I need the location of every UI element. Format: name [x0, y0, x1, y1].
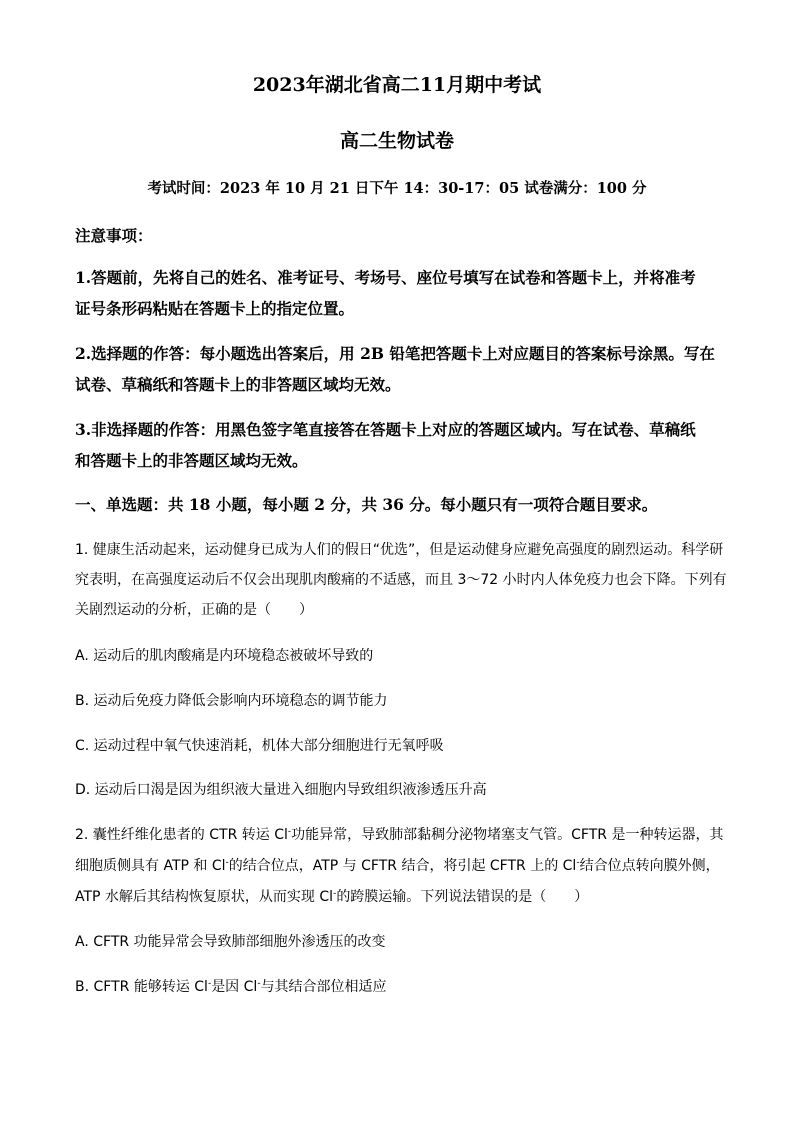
question-2-option-b — [75, 976, 387, 996]
question-1-line-3: 关剧烈运动的分析，正确的是（ ） — [75, 602, 313, 618]
question-2-line-1-part-a: 2. 囊性纤维化患者的 CTR 转运 Cl — [75, 827, 288, 843]
exam-subtitle: 高二生物试卷 — [339, 130, 454, 152]
chloride-charge: - — [225, 857, 229, 868]
chloride-charge: - — [207, 978, 212, 989]
question-2-line-3-part-c: 的跨膜运输。下列说法错误的是（ ） — [336, 889, 589, 905]
question-2-line-2-part-c: 的结合位点，ATP 与 CFTR 结合，将引起 CFTR 上的 Cl — [228, 858, 577, 874]
question-2-option-b-part-3: 是因 Cl — [211, 979, 258, 995]
notice-item-3-line-2: 和答题卡上的非答题区域均无效。 — [75, 451, 308, 470]
notice-item-2-line-2: 试卷、草稿纸和答题卡上的非答题区域均无效。 — [75, 375, 401, 394]
notice-item-1-line-2: 证号条形码粘贴在答题卡上的指定位置。 — [75, 299, 355, 318]
notice-item-1-line-1: 1.答题前，先将自己的姓名、准考证号、考场号、座位号填写在试卷和答题卡上，并将准考 — [75, 268, 696, 287]
notice-item-3-line-1: 3.非选择题的作答：用黑色签字笔直接答在答题卡上对应的答题区域内。写在试卷、草稿纸 — [75, 420, 696, 439]
notice-heading: 注意事项： — [75, 226, 153, 245]
chloride-charge: - — [287, 826, 292, 837]
question-2-line-3-part-a: ATP 水解后其结构恢复原状，从而实现 Cl — [75, 889, 334, 905]
chloride-charge: - — [257, 978, 261, 989]
question-1-option-c: C. 运动过程中氧气快速消耗，机体大部分细胞进行无氧呼吸 — [75, 738, 444, 754]
notice-item-2-line-1: 2.选择题的作答：每小题选出答案后，用 2B 铅笔把答题卡上对应题目的答案标号涂黑。写在 — [75, 344, 715, 363]
question-1-option-a: A. 运动后的肌肉酸痛是内环境稳态被破坏导致的 — [75, 648, 374, 664]
question-2-line-2 — [75, 855, 720, 875]
chloride-charge: - — [576, 857, 580, 868]
exam-title: 2023年湖北省高二11月期中考试 — [252, 74, 542, 96]
question-1-option-d: D. 运动后口渴是因为组织液大量进入细胞内导致组织液渗透压升高 — [75, 782, 487, 798]
question-1-line-1: 1. 健康生活动起来，运动健身已成为人们的假日“优选”，但是运动健身应避免高强度的剧烈运动。科学研 — [75, 542, 724, 558]
question-2-line-2-part-e: 结合位点转向膜外侧， — [579, 858, 720, 874]
section-heading: 一、单选题：共 18 小题，每小题 2 分，共 36 分。每小题只有一项符合题目要求。 — [75, 495, 658, 514]
chloride-charge: - — [333, 888, 337, 899]
question-2-line-1 — [75, 824, 723, 844]
question-2-option-a: A. CFTR 功能异常会导致肺部细胞外渗透压的改变 — [75, 934, 386, 950]
question-2-option-b-part-1: B. CFTR 能够转运 Cl — [75, 979, 208, 995]
question-2-line-2-part-a: 细胞质侧具有 ATP 和 Cl — [75, 858, 226, 874]
exam-info: 考试时间：2023 年 10 月 21 日下午 14：30-17：05 试卷满分：100 分 — [147, 180, 647, 197]
question-2-option-b-part-5: 与其结合部位相适应 — [260, 979, 387, 995]
question-1-line-2: 究表明，在高强度运动后不仅会出现肌肉酸痛的不适感，而且 3～72 小时内人体免疫力也会下降。下列有 — [75, 572, 727, 588]
question-2-line-1-part-c: 功能异常，导致肺部黏稠分泌物堵塞支气管。CFTR 是一种转运器，其 — [291, 827, 724, 843]
question-2-line-3 — [75, 886, 588, 906]
question-1-option-b: B. 运动后免疫力降低会影响内环境稳态的调节能力 — [75, 693, 388, 709]
